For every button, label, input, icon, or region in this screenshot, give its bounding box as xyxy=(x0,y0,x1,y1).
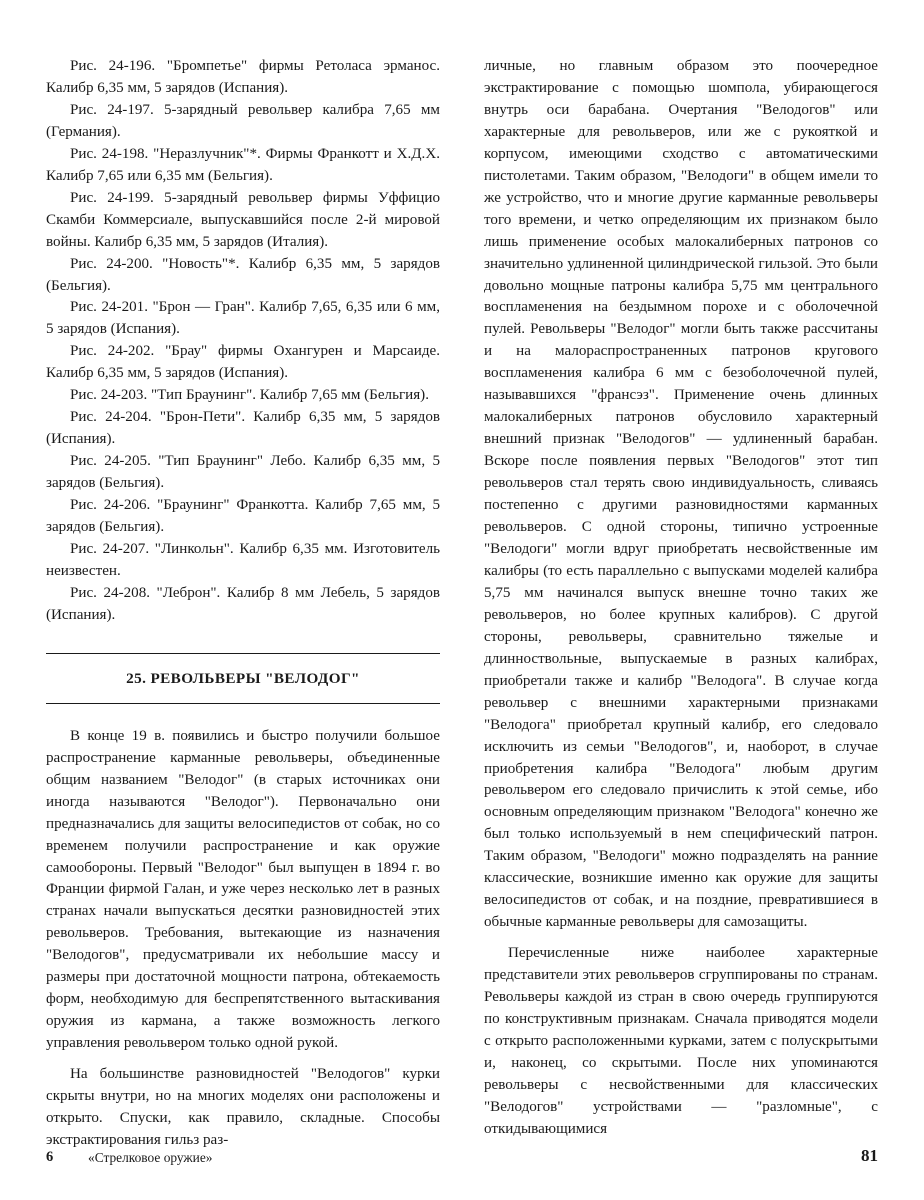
figure-caption: Рис. 24-199. 5-зарядный револьвер фирмы Уффицио Скамби Коммерсиале, выпускавшийся после 2-й мировой войны. Калибр 6,35 мм, 5 зарядов (Италия). xyxy=(46,189,440,250)
figure-caption: Рис. 24-207. "Линкольн". Калибр 6,35 мм. Изготовитель неизвестен. xyxy=(46,540,440,579)
figure-caption: Рис. 24-196. "Бромпетье" фирмы Ретоласа эрманос. Калибр 6,35 мм, 5 зарядов (Испания). xyxy=(46,58,440,96)
footer-book-title: «Стрелковое оружие» xyxy=(88,1150,213,1165)
footer-left-page-number: 6 xyxy=(46,1149,54,1165)
body-paragraph: личные, но главным образом это поочередное экстрактирование с помощью шомпола, убирающегося внутрь оси барабана. Очертания "Велодогов" или характерные для револьверов, или же с рукояткой и корпусом, имеющими сходство с автоматическими пистолетами. Таким образом, "Велодоги" в общем имели то же устройство, что и многие другие карманные револьверы того времени, и четко определяющим их признаком было лишь применение особых малокалиберных патронов со значительно удлиненной цилиндрической гильзой. Это были довольно мощные патроны калибра 5,75 мм центрального воспламенения на бездымном порохе и с оболочечной пулей. Револьверы "Велодог" могли быть также рассчитаны и на малораспространенных патронов кругового воспламенения калибра 6 мм с безоболочечной пулей, называвшихся "франсэз". Применение очень длинных малокалиберных патронов обусловило характерный внешний признак "Велодогов" — удлиненный барабан. Вскоре после появления первых "Велодогов" этот тип револьверов стал терять свою индивидуальность, сливаясь постепенно с другими разновидностями карманных револьверов. С одной стороны, типично устроенные "Велодоги" могли вдруг приобретать несвойственные им калибры (то есть параллельно с выпусками моделей калибра 5,75 мм начинался выпуск внешне точно таких же револьверов, но более крупных калибров). С другой стороны, револьверы, сравнительно тяжелые и длинноствольные, выпускаемые в разных калибрах, приобретали также и калибр "Велодога". В случае когда револьвер с внешними характерными признаками "Велодога" приобретал крупный калибр, его следовало исключить из семьи "Велодогов", и, наоборот, в случае приобретения калибра "Велодога" любым другим револьвером его следовало причислить к этой семье, ибо основным определяющим признаком "Велодога" конечно же был только используемый в нем специфический патрон. Таким образом, "Велодоги" можно подразделять на ранние классические, возникшие именно как оружие для защиты велосипедистов от собак, и на поздние, превратившиеся в обычные карманные револьверы для самозащиты. xyxy=(484,58,878,931)
figure-caption: Рис. 24-201. "Брон — Гран". Калибр 7,65, 6,35 или 6 мм, 5 зарядов (Испания). xyxy=(46,299,440,338)
two-column-body xyxy=(46,56,878,1148)
figure-caption: Рис. 24-202. "Брау" фирмы Охангурен и Марсаиде. Калибр 6,35 мм, 5 зарядов (Испания). xyxy=(46,343,440,382)
body-paragraph: На большинстве разновидностей "Велодогов" курки скрыты внутри, но на многих моделях они расположены и открыто. Спуски, как правило, складные. Способы экстрактирования гильз раз- xyxy=(46,1066,440,1148)
left-column xyxy=(46,56,440,1148)
body-paragraph: Перечисленные ниже наиболее характерные представители этих револьверов сгруппированы по странам. Револьверы каждой из стран в свою очередь группируются по конструктивным признакам. Сначала приводятся модели с открыто расположенными курками, затем с полускрытыми и, наконец, со скрытыми. После них упоминаются револьверы с несвойственными для классических "Велодогов" устройствами — "разломные", с откидывающимися xyxy=(484,945,878,1137)
figure-caption: Рис. 24-197. 5-зарядный револьвер калибра 7,65 мм (Германия). xyxy=(46,101,440,140)
figure-caption: Рис. 24-204. "Брон-Пети". Калибр 6,35 мм, 5 зарядов (Испания). xyxy=(46,409,440,448)
body-paragraph: В конце 19 в. появились и быстро получили большое распространение карманные револьверы, объединенные общим названием "Велодог" (в старых источниках они иногда называются "Велодог"). Первоначально они предназначались для защиты велосипедистов от собак, но со временем получили распространение и как оружие самообороны. Первый "Велодог" был выпущен в 1894 г. во Франции фирмой Галан, и уже через несколько лет в разных странах начали выпускаться десятки разновидностей этих револьверов. Требования, вытекающие из назначения "Велодогов", предусматривали их небольшие массу и размеры при достаточной мощности патрона, обтекаемость форм, необходимую для беспрепятственного вытаскивания оружия из кармана, а также возможность легкого управления револьвером только одной рукой. xyxy=(46,727,440,1052)
page-footer xyxy=(46,1146,878,1166)
figure-caption: Рис. 24-208. "Леброн". Калибр 8 мм Лебель, 5 зарядов (Испания). xyxy=(46,584,440,623)
footer-right-page-number: 81 xyxy=(861,1146,878,1165)
right-column xyxy=(484,56,878,1137)
figure-caption: Рис. 24-200. "Новость"*. Калибр 6,35 мм, 5 зарядов (Бельгия). xyxy=(46,255,440,294)
figure-caption-list xyxy=(46,56,440,627)
figure-caption: Рис. 24-206. "Браунинг" Франкотта. Калибр 7,65 мм, 5 зарядов (Бельгия). xyxy=(46,497,440,536)
figure-caption: Рис. 24-203. "Тип Браунинг". Калибр 7,65 мм (Бельгия). xyxy=(70,387,429,404)
figure-caption: Рис. 24-205. "Тип Браунинг" Лебо. Калибр 6,35 мм, 5 зарядов (Бельгия). xyxy=(46,453,440,492)
section-title: 25. РЕВОЛЬВЕРЫ "ВЕЛОДОГ" xyxy=(126,669,360,687)
section-heading-block xyxy=(46,653,440,704)
figure-caption: Рис. 24-198. "Неразлучник"*. Фирмы Франкотт и Х.Д.Х. Калибр 7,65 или 6,35 мм (Бельгия). xyxy=(46,145,440,184)
